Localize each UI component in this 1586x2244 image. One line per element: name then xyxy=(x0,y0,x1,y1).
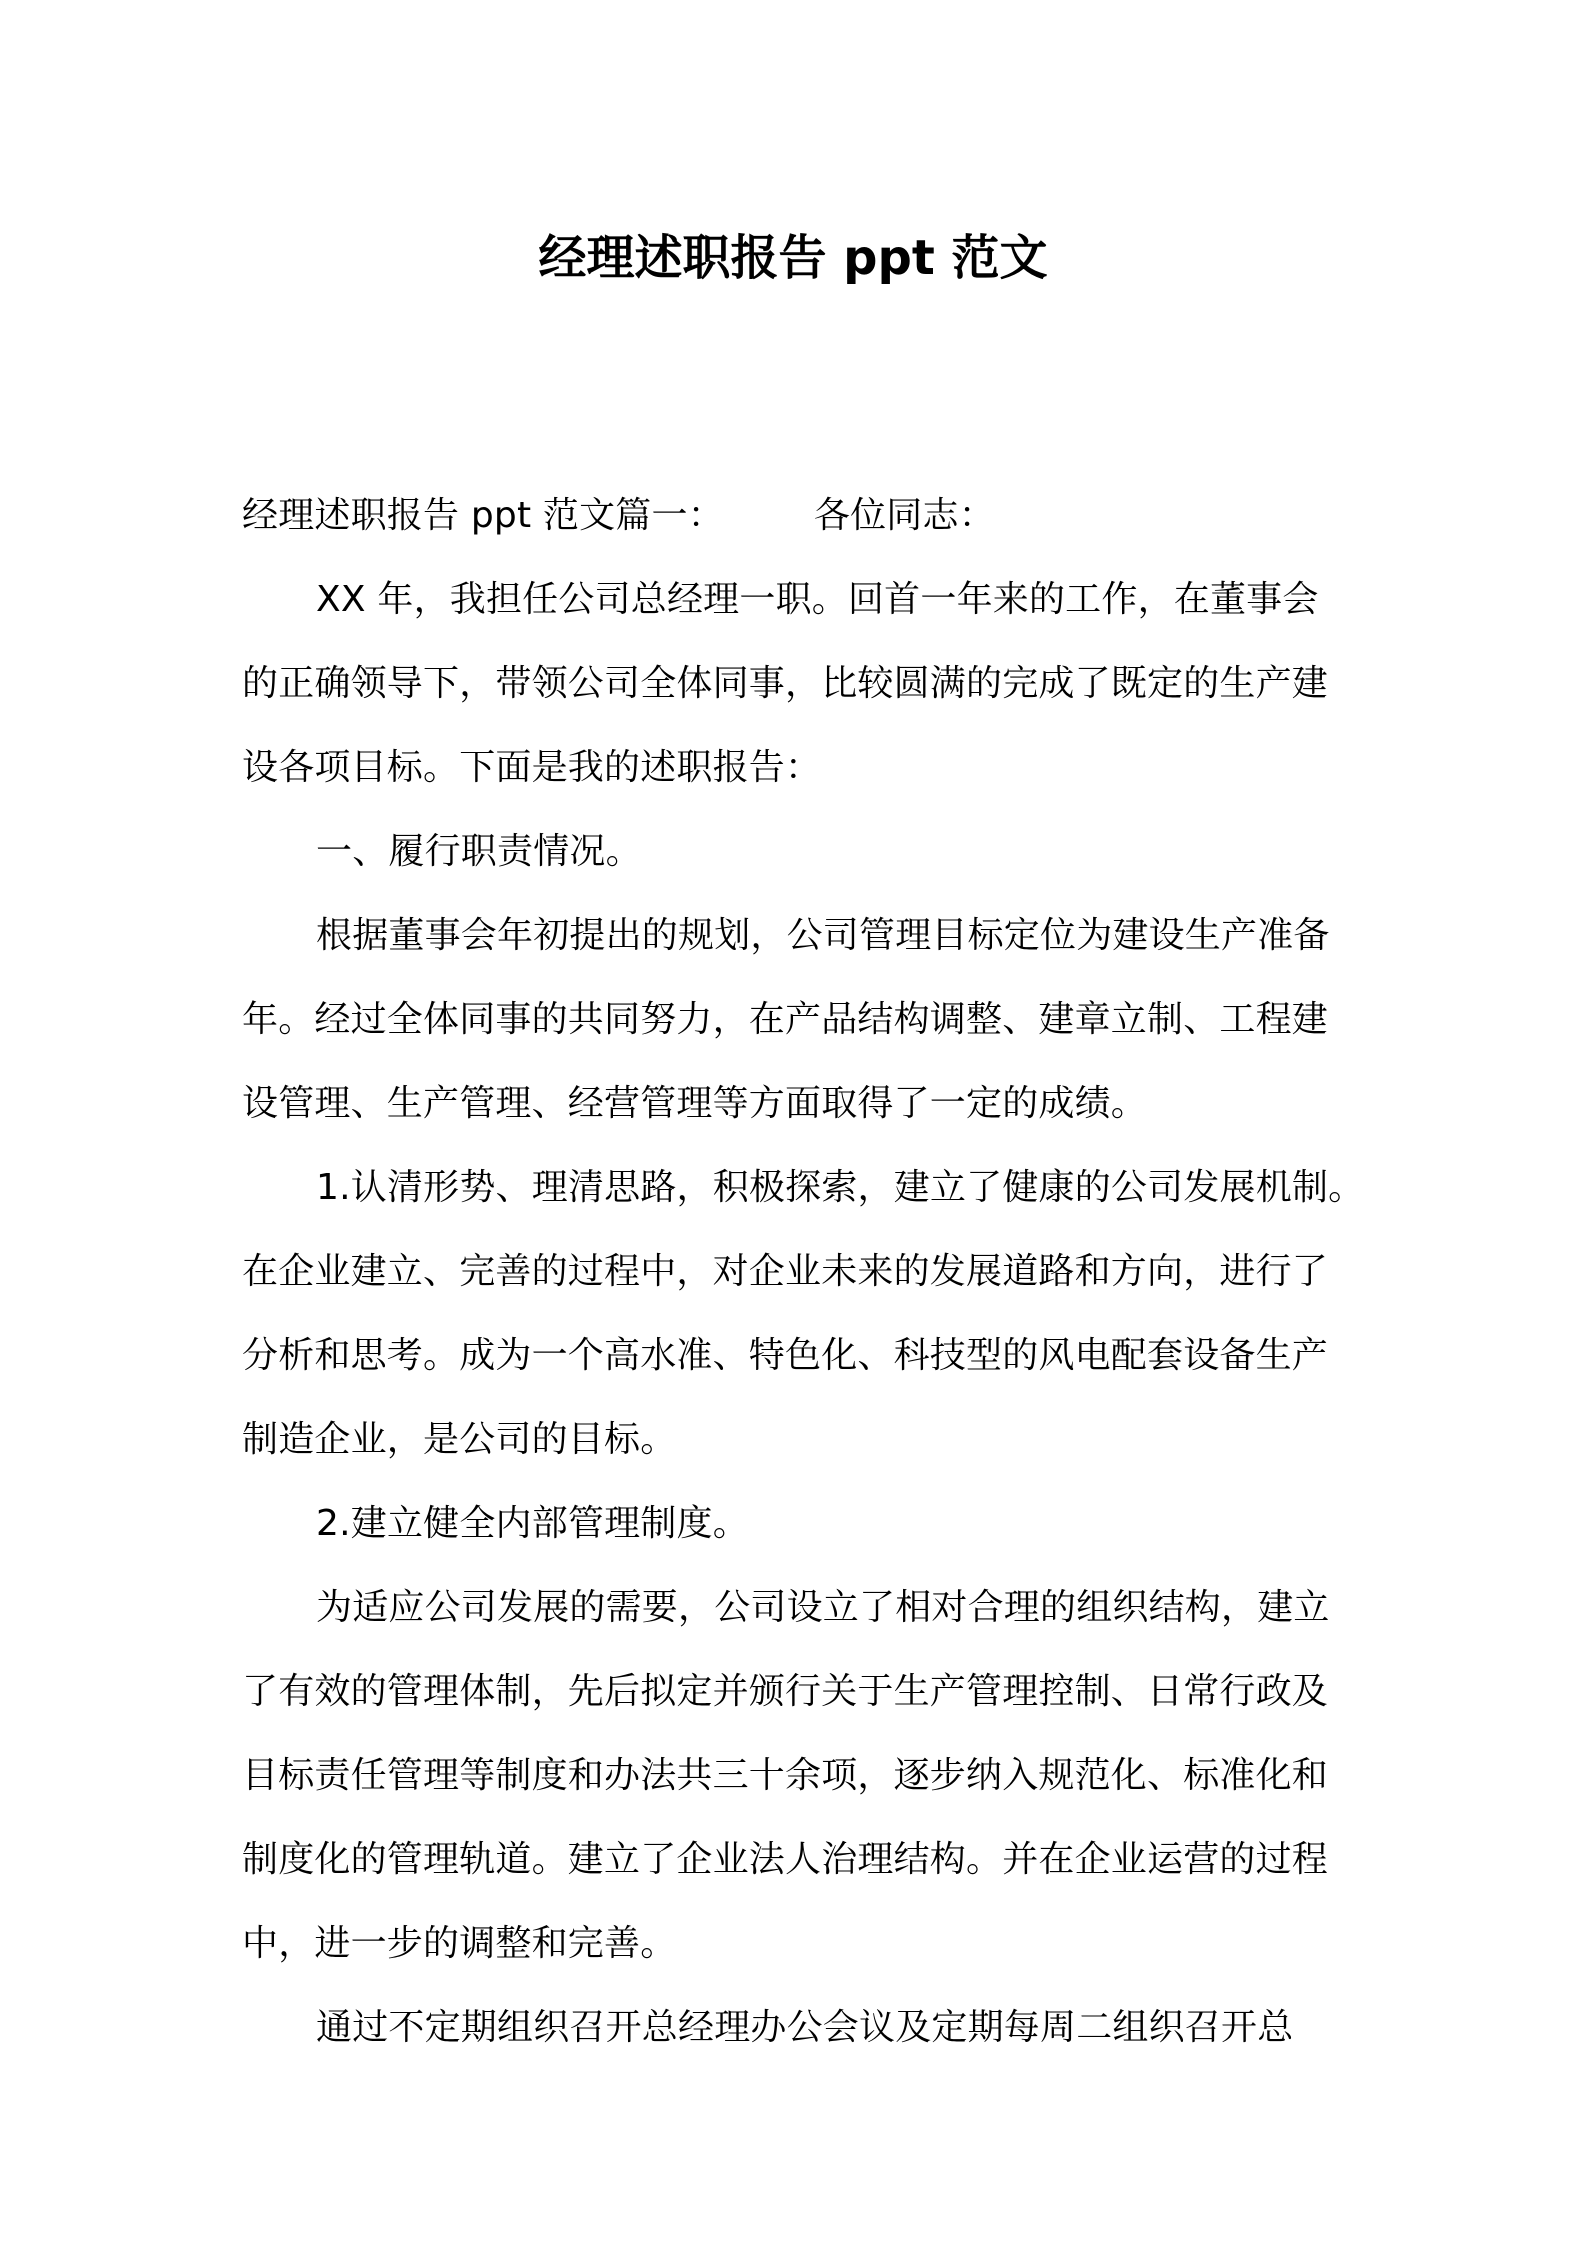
text-line: 设各项目标。下面是我的述职报告： xyxy=(242,747,822,788)
text-line: 中，进一步的调整和完善。 xyxy=(242,1923,677,1964)
subheading-line: 2.建立健全内部管理制度。 xyxy=(316,1503,749,1544)
text-line: 制度化的管理轨道。建立了企业法人治理结构。并在企业运营的过程 xyxy=(242,1839,1329,1880)
text-line: 分析和思考。成为一个高水准、特色化、科技型的风电配套设备生产 xyxy=(242,1335,1329,1376)
text-line: 年。经过全体同事的共同努力，在产品结构调整、建章立制、工程建 xyxy=(242,999,1329,1040)
text-line: 根据董事会年初提出的规划，公司管理目标定位为建设生产准备 xyxy=(316,915,1330,956)
salutation: 各位同志： xyxy=(813,495,995,536)
text-line: 目标责任管理等制度和办法共三十余项，逐步纳入规范化、标准化和 xyxy=(242,1755,1329,1796)
text-line: XX 年，我担任公司总经理一职。回首一年来的工作，在董事会 xyxy=(316,579,1319,620)
text-line: 设管理、生产管理、经营管理等方面取得了一定的成绩。 xyxy=(242,1083,1148,1124)
text-line: 制造企业，是公司的目标。 xyxy=(242,1419,677,1460)
subheading-line: 一、履行职责情况。 xyxy=(316,831,642,872)
text-line: 了有效的管理体制，先后拟定并颁行关于生产管理控制、日常行政及 xyxy=(242,1671,1329,1712)
text-line: 通过不定期组织召开总经理办公会议及定期每周二组织召开总 xyxy=(316,2007,1294,2048)
text-line: 的正确领导下，带领公司全体同事，比较圆满的完成了既定的生产建 xyxy=(242,663,1329,704)
section-heading: 经理述职报告 ppt 范文篇一： xyxy=(242,495,724,536)
document-body xyxy=(242,474,1365,2070)
text-line: 在企业建立、完善的过程中，对企业未来的发展道路和方向，进行了 xyxy=(242,1251,1329,1292)
text-line xyxy=(242,474,1354,558)
text-line: 1.认清形势、理清思路，积极探索，建立了健康的公司发展机制。 xyxy=(316,1167,1365,1208)
text-line: 为适应公司发展的需要，公司设立了相对合理的组织结构，建立 xyxy=(316,1587,1330,1628)
document-title: 经理述职报告 ppt 范文 xyxy=(538,230,1048,286)
